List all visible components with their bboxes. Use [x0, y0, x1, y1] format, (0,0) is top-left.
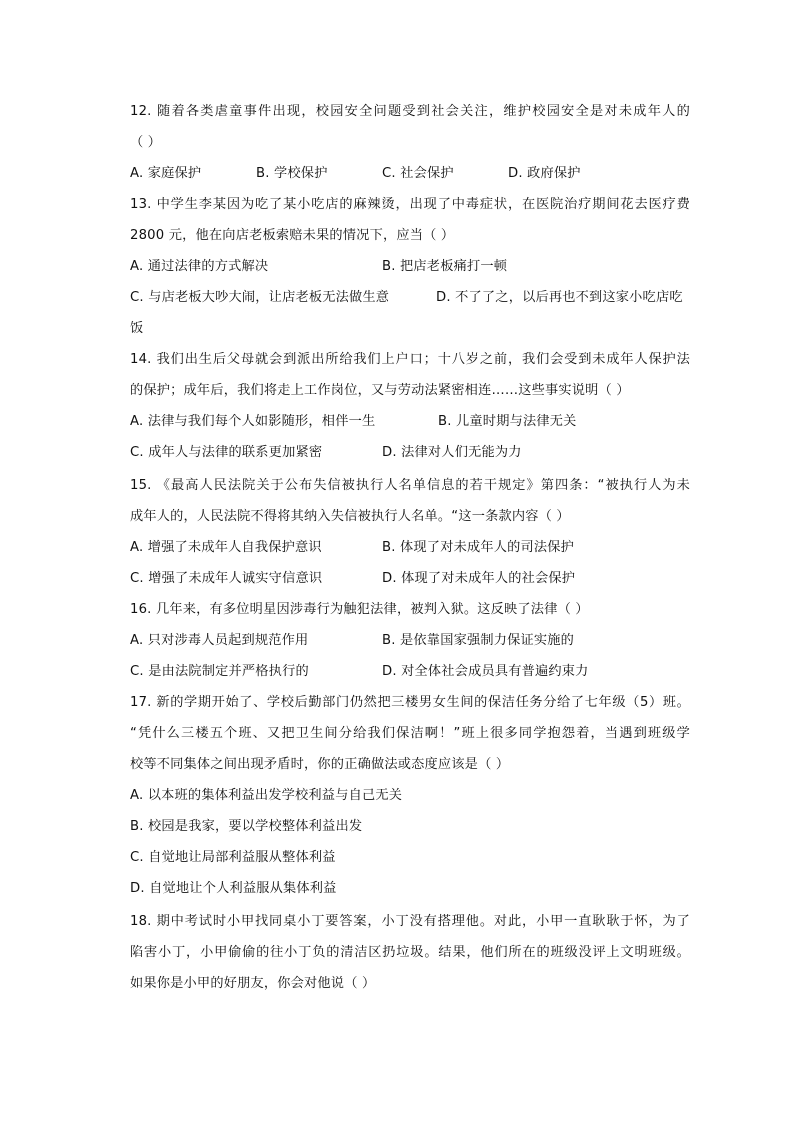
- question-13-option-a: A. 通过法律的方式解决: [130, 259, 269, 274]
- question-18-stem-line-3: 如果你是小甲的好朋友，你会对他说（ ）: [130, 976, 376, 991]
- question-12-stem-line-1: 12. 随着各类虐童事件出现，校园安全问题受到社会关注，维护校园安全是对未成年人的: [130, 104, 690, 119]
- question-13-option-d: D. 不了了之，以后再也不到这家小吃店吃: [436, 290, 683, 305]
- question-18-stem-line-2: 陷害小丁，小甲偷偷的往小丁负的清洁区扔垃圾。结果，他们所在的班级没评上文明班级。: [130, 945, 690, 960]
- question-15-option-c: C. 增强了未成年人诚实守信意识: [130, 571, 323, 586]
- question-15-option-a: A. 增强了未成年人自我保护意识: [130, 540, 322, 555]
- question-13-stem-line-1: 13. 中学生李某因为吃了某小吃店的麻辣烫，出现了中毒症状，在医院治疗期间花去医疗费: [130, 197, 690, 212]
- question-17-option-b: B. 校园是我家，要以学校整体利益出发: [130, 819, 363, 834]
- question-18-stem-line-1: 18. 期中考试时小甲找同桌小丁要答案，小丁没有搭理他。对此，小甲一直耿耿于怀，为了: [130, 914, 690, 929]
- question-17-option-c: C. 自觉地让局部利益服从整体利益: [130, 850, 336, 865]
- question-17-stem-line-3: 校等不同集体之间出现矛盾时，你的正确做法或态度应该是（ ）: [130, 757, 510, 772]
- question-14-stem-line-2: 的保护；成年后，我们将走上工作岗位，又与劳动法紧密相连……这些事实说明（ ）: [130, 383, 630, 398]
- question-14-option-b: B. 儿童时期与法律无关: [438, 414, 577, 429]
- question-16-option-d: D. 对全体社会成员具有普遍约束力: [382, 664, 589, 679]
- question-12-option-c: C. 社会保护: [382, 166, 454, 181]
- question-12-option-b: B. 学校保护: [256, 166, 328, 181]
- question-17-option-a: A. 以本班的集体利益出发学校利益与自己无关: [130, 788, 403, 803]
- question-16-stem-line-1: 16. 几年来，有多位明星因涉毒行为触犯法律，被判入狱。这反映了法律（ ）: [130, 602, 589, 617]
- question-15-option-d: D. 体现了对未成年人的社会保护: [382, 571, 576, 586]
- question-15-stem-line-1: 15. 《最高人民法院关于公布失信被执行人名单信息的若干规定》第四条：“被执行人为未: [130, 478, 690, 493]
- question-14-option-a: A. 法律与我们每个人如影随形，相伴一生: [130, 414, 376, 429]
- question-16-option-c: C. 是由法院制定并严格执行的: [130, 664, 309, 679]
- question-13-stem-line-2: 2800 元，他在向店老板索赔未果的情况下，应当（ ）: [130, 228, 455, 243]
- question-12-option-d: D. 政府保护: [508, 166, 581, 181]
- question-12-answer-blank: （ ）: [130, 135, 162, 150]
- question-17-stem-line-2: “凭什么三楼五个班、又把卫生间分给我们保洁啊！”班上很多同学抱怨着，当遇到班级学: [130, 726, 690, 741]
- question-14-option-d: D. 法律对人们无能为力: [382, 445, 522, 460]
- question-17-stem-line-1: 17. 新的学期开始了、学校后勤部门仍然把三楼男女生间的保洁任务分给了七年级（5）班。: [130, 695, 690, 710]
- question-15-option-b: B. 体现了对未成年人的司法保护: [382, 540, 575, 555]
- question-17-option-d: D. 自觉地让个人利益服从集体利益: [130, 881, 337, 896]
- question-13-option-d-wrap: 饭: [130, 321, 144, 336]
- question-14-stem-line-1: 14. 我们出生后父母就会到派出所给我们上户口；十八岁之前，我们会受到未成年人保护法: [130, 352, 690, 367]
- question-13-option-c: C. 与店老板大吵大闹，让店老板无法做生意: [130, 290, 390, 305]
- question-15-stem-line-2: 成年人的，人民法院不得将其纳入失信被执行人名单。“这一条款内容（ ）: [130, 509, 570, 524]
- question-16-option-b: B. 是依靠国家强制力保证实施的: [382, 633, 575, 648]
- question-13-option-b: B. 把店老板痛打一顿: [382, 259, 508, 274]
- question-14-option-c: C. 成年人与法律的联系更加紧密: [130, 445, 323, 460]
- question-16-option-a: A. 只对涉毒人员起到规范作用: [130, 633, 309, 648]
- question-12-option-a: A. 家庭保护: [130, 166, 202, 181]
